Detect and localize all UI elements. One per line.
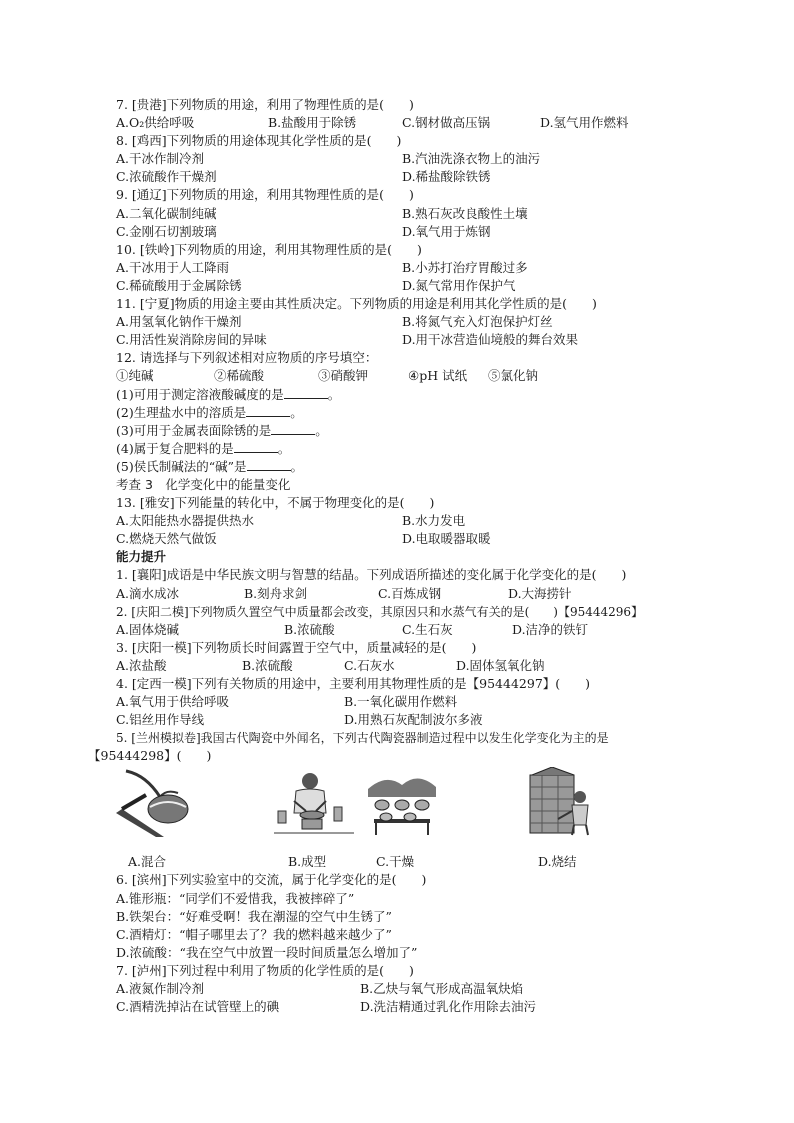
mixing-illustration (116, 767, 198, 837)
question-stem: 11. [宁夏]物质的用途主要由其性质决定。下列物质的用途是利用其化学性质的是( ) (116, 296, 597, 312)
drying-illustration (368, 767, 436, 837)
option: D.用熟石灰配制波尔多液 (344, 712, 483, 728)
option: B.乙炔与氧气形成高温氧炔焰 (360, 981, 524, 997)
option-row (116, 998, 736, 1016)
option: B.将氮气充入灯泡保护灯丝 (402, 314, 553, 330)
ab-q7-stem: 7. [泸州]下列过程中利用了物质的化学性质的是( ) (116, 962, 414, 978)
option: A.O₂供给呼吸 (116, 115, 195, 131)
q12-choices (116, 367, 736, 385)
q12-item-end: 。 (315, 422, 328, 438)
pottery-illustrations (116, 767, 736, 853)
q12-choice: ②稀硫酸 (214, 368, 265, 384)
option: B.铁架台：“好难受啊！我在潮湿的空气中生锈了” (116, 908, 392, 924)
caption: D.烧结 (538, 854, 577, 870)
option-row (116, 331, 736, 349)
option-row (116, 150, 736, 168)
option: D.浓硫酸：“我在空气中放置一段时间质量怎么增加了” (116, 944, 418, 960)
q12-stem: 12. 请选择与下列叙述相对应物质的序号填空： (116, 350, 378, 366)
option: B.水力发电 (402, 513, 466, 529)
option: C.百炼成钢 (378, 585, 442, 601)
ab-q3-stem: 3. [庆阳一模]下列物质长时间露置于空气中，质量减轻的是( ) (116, 639, 477, 655)
option-row (116, 512, 736, 530)
option: D.电取暖器取暖 (402, 531, 491, 547)
option: C.浓硫酸作干燥剂 (116, 169, 217, 185)
ab-q4-stem: 4. [定西一模]下列有关物质的用途中，主要利用其物理性质的是【95444297】( ) (116, 676, 591, 691)
q12-item (116, 422, 736, 440)
option: C.稀硫酸用于金属除锈 (116, 277, 242, 293)
q12-item-end: 。 (327, 386, 341, 402)
ab-q6-stem: 6. [滨州]下列实验室中的交流，属于化学变化的是( ) (116, 872, 427, 888)
worksheet-page (88, 96, 736, 1016)
q12-item-text: (2)生理盐水中的溶质是 (116, 404, 247, 420)
caption: B.成型 (288, 854, 327, 870)
option-row (116, 657, 736, 675)
option: C.生石灰 (402, 621, 453, 637)
option: C.燃烧天然气做饭 (116, 531, 217, 547)
option: A.锥形瓶：“同学们不爱惜我，我被摔碎了” (116, 890, 355, 906)
option: D.大海捞针 (508, 585, 572, 601)
caption: A.混合 (128, 854, 167, 870)
question-block-basic (116, 96, 736, 349)
option: D.洁净的铁钉 (512, 621, 589, 637)
option: D.氮气常用作保护气 (402, 277, 516, 293)
answer-blank[interactable] (247, 458, 291, 471)
option-row (116, 168, 736, 186)
option: B.熟石灰改良酸性土壤 (402, 205, 528, 221)
option-row (116, 313, 736, 331)
option: B.汽油洗涤衣物上的油污 (402, 151, 541, 167)
option-row (116, 980, 736, 998)
ability-heading: 能力提升 (116, 549, 167, 565)
option: B.盐酸用于除锈 (268, 115, 357, 131)
option: A.二氧化碳制纯碱 (116, 205, 217, 221)
option: C.酒精洗掉沾在试管壁上的碘 (116, 999, 280, 1015)
option-row (116, 259, 736, 277)
section-heading: 考查 3 化学变化中的能量变化 (116, 476, 291, 492)
answer-blank[interactable] (234, 440, 278, 453)
illustration-captions (116, 853, 736, 871)
option-row (116, 277, 736, 295)
q12-item (116, 458, 736, 476)
option: C.酒精灯：“帽子哪里去了？我的燃料越来越少了” (116, 926, 392, 942)
q12-item-text: (4)属于复合肥料的是 (116, 440, 234, 456)
q12-item-text: (5)侯氏制碱法的“碱”是 (116, 458, 247, 474)
q12-item (116, 440, 736, 458)
option: D.洗洁精通过乳化作用除去油污 (360, 999, 537, 1015)
option: B.一氧化碳用作燃料 (344, 694, 458, 710)
option: A.滴水成冰 (116, 585, 180, 601)
question-stem: 7. [贵港]下列物质的用途，利用了物理性质的是( ) (116, 97, 414, 112)
answer-blank[interactable] (246, 404, 290, 417)
firing-illustration (528, 767, 594, 837)
ab-q2-stem: 2. [庆阳二模]下列物质久置空气中质量都会改变，其原因只和水蒸气有关的是( )【95444296】 (116, 604, 644, 619)
caption: C.干燥 (376, 854, 415, 870)
option: D.稀盐酸除铁锈 (402, 169, 491, 185)
q13-stem: 13. [雅安]下列能量的转化中，不属于物理变化的是( ) (116, 495, 435, 511)
option: A.用氢氧化钠作干燥剂 (116, 314, 242, 330)
option: D.氢气用作燃料 (540, 115, 629, 131)
option: D.用干冰营造仙境般的舞台效果 (402, 332, 579, 348)
shaping-illustration (272, 767, 356, 837)
q12-item-end: 。 (290, 404, 303, 420)
option-row (116, 621, 736, 639)
q12-choice: ⑤氯化钠 (488, 368, 539, 384)
option: C.金刚石切割玻璃 (116, 223, 217, 239)
option-row (116, 693, 736, 711)
option: A.浓盐酸 (116, 657, 167, 673)
q12-choice: ③硝酸钾 (318, 368, 369, 384)
option: C.铝丝用作导线 (116, 712, 205, 728)
question-stem: 8. [鸡西]下列物质的用途体现其化学性质的是( ) (116, 133, 402, 149)
option: C.用活性炭消除房间的异味 (116, 332, 267, 348)
option: C.石灰水 (344, 657, 395, 673)
option: D.固体氢氧化钠 (456, 657, 545, 673)
q12-choice: ①纯碱 (116, 368, 154, 384)
option: A.干冰作制冷剂 (116, 151, 205, 167)
option: B.小苏打治疗胃酸过多 (402, 259, 528, 275)
ab-q1-stem: 1. [襄阳]成语是中华民族文明与智慧的结晶。下列成语所描述的变化属于化学变化的是( ) (116, 567, 627, 583)
q12-item-text: (1)可用于测定溶液酸碱度的是 (116, 386, 284, 402)
option: B.浓硫酸 (284, 621, 335, 637)
q12-item-end: 。 (277, 440, 291, 456)
q12-item (116, 386, 736, 404)
option: A.液氮作制冷剂 (116, 981, 205, 997)
option: D.氧气用于炼钢 (402, 223, 491, 239)
option: A.太阳能热水器提供热水 (116, 513, 255, 529)
question-stem: 10. [铁岭]下列物质的用途，利用其物理性质的是( ) (116, 241, 422, 257)
option-row (116, 711, 736, 729)
option: A.固体烧碱 (116, 621, 180, 637)
option-row (116, 205, 736, 223)
ab-q5-stem: 5. [兰州模拟卷]我国古代陶瓷中外闻名，下列古代陶瓷器制造过程中以发生化学变化为主的是 (116, 731, 609, 746)
answer-blank[interactable] (284, 386, 328, 399)
option: B.浓硫酸 (242, 657, 293, 673)
option: C.钢材做高压锅 (402, 115, 491, 131)
q12-item (116, 404, 736, 422)
option: B.刻舟求剑 (244, 585, 308, 601)
ab-q5-stem-cont: 【95444298】( ) (88, 748, 212, 764)
q12-choice: ④pH 试纸 (408, 368, 468, 384)
q12-item-text: (3)可用于金属表面除锈的是 (116, 422, 272, 438)
option-row (116, 223, 736, 241)
option: A.氧气用于供给呼吸 (116, 694, 230, 710)
q12-item-end: 。 (290, 458, 304, 474)
answer-blank[interactable] (271, 422, 315, 435)
option-row (116, 114, 736, 132)
option-row (116, 585, 736, 603)
option: A.干冰用于人工降雨 (116, 259, 230, 275)
question-stem: 9. [通辽]下列物质的用途，利用其物理性质的是( ) (116, 187, 414, 203)
option-row (116, 530, 736, 548)
